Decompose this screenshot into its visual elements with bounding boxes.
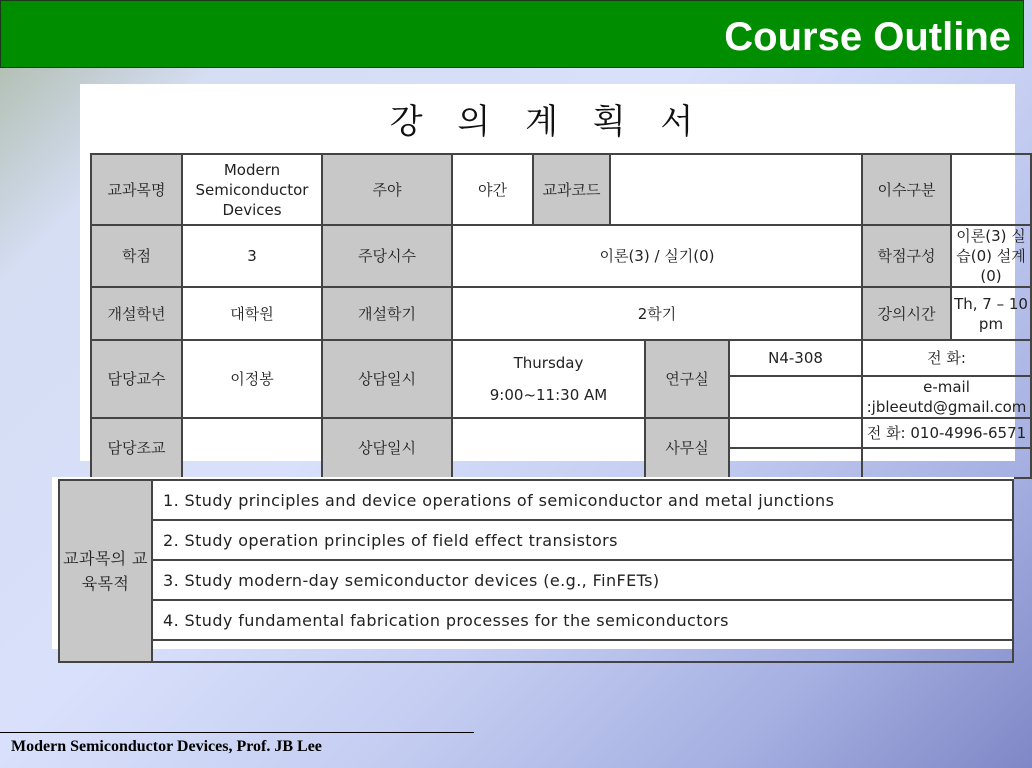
objectives-table	[58, 479, 1014, 663]
footer-text: Modern Semiconductor Devices, Prof. JB Lee	[11, 738, 322, 755]
office-hours-time: 9:00~11:30 AM	[489, 386, 608, 404]
semester-label: 개설학기	[322, 287, 452, 340]
office-hours-day: Thursday	[513, 354, 584, 372]
office-phone: 전 화: 010-4996-6571	[862, 418, 1031, 448]
credit-composition-label: 학점구성	[862, 225, 951, 287]
course-name-label: 교과목명	[91, 154, 182, 225]
lab-blank	[729, 376, 862, 418]
consult-label: 상담일시	[322, 418, 452, 478]
course-code-label: 교과코드	[533, 154, 610, 225]
ta-label: 담당조교	[91, 418, 182, 478]
lecture-time-value: Th, 7 – 10 pm	[951, 287, 1031, 340]
phone-label: 전 화:	[927, 349, 966, 367]
objective-item-2: 2. Study operation principles of field effect transistors	[152, 520, 1013, 560]
title-bar	[0, 0, 1024, 68]
objectives-table-image	[52, 477, 1014, 649]
email-value: e-mail :jbleeutd@gmail.com	[862, 376, 1031, 418]
syllabus-title: 강 의 계 획 서	[389, 102, 706, 142]
course-code-value	[610, 154, 862, 225]
completion-type-value	[951, 154, 1031, 225]
lab-label: 연구실	[645, 340, 729, 418]
completion-type-label: 이수구분	[862, 154, 951, 225]
objective-item-blank	[152, 640, 1013, 662]
lecture-time-label: 강의시간	[862, 287, 951, 340]
objective-item-3: 3. Study modern-day semiconductor devices (e.g., FinFETs)	[152, 560, 1013, 600]
office-blank	[729, 418, 862, 448]
office-blank-2	[729, 448, 862, 478]
consult-value	[452, 418, 645, 478]
credit-composition-value: 이론(3) 실습(0) 설계(0)	[951, 225, 1031, 287]
slide-title: Course Outline	[724, 15, 1011, 59]
objective-item-1: 1. Study principles and device operations of semiconductor and metal junctions	[152, 480, 1013, 520]
objective-item-4: 4. Study fundamental fabrication processes for the semiconductors	[152, 600, 1013, 640]
lab-room: N4-308	[729, 340, 862, 376]
course-name: Modern Semiconductor Devices	[182, 154, 322, 225]
footer-divider	[0, 732, 474, 733]
credits-label: 학점	[91, 225, 182, 287]
credits-value: 3	[182, 225, 322, 287]
day-night-value: 야간	[452, 154, 533, 225]
professor-label: 담당교수	[91, 340, 182, 418]
day-night-label: 주야	[322, 154, 452, 225]
year-value: 대학원	[182, 287, 322, 340]
syllabus-table-image	[80, 84, 1028, 461]
office-label: 사무실	[645, 418, 729, 478]
year-label: 개설학년	[91, 287, 182, 340]
weekly-hours-value: 이론(3) / 실기(0)	[452, 225, 862, 287]
phone-cell	[862, 340, 1031, 376]
semester-value: 2학기	[452, 287, 862, 340]
office-blank-3	[862, 448, 1031, 478]
syllabus-table	[90, 153, 1032, 479]
office-hours-value	[452, 340, 645, 418]
office-hours-label: 상담일시	[322, 340, 452, 418]
weekly-hours-label: 주당시수	[322, 225, 452, 287]
professor-value: 이정봉	[182, 340, 322, 418]
ta-value	[182, 418, 322, 478]
objectives-label: 교과목의 교육목적	[59, 480, 152, 662]
